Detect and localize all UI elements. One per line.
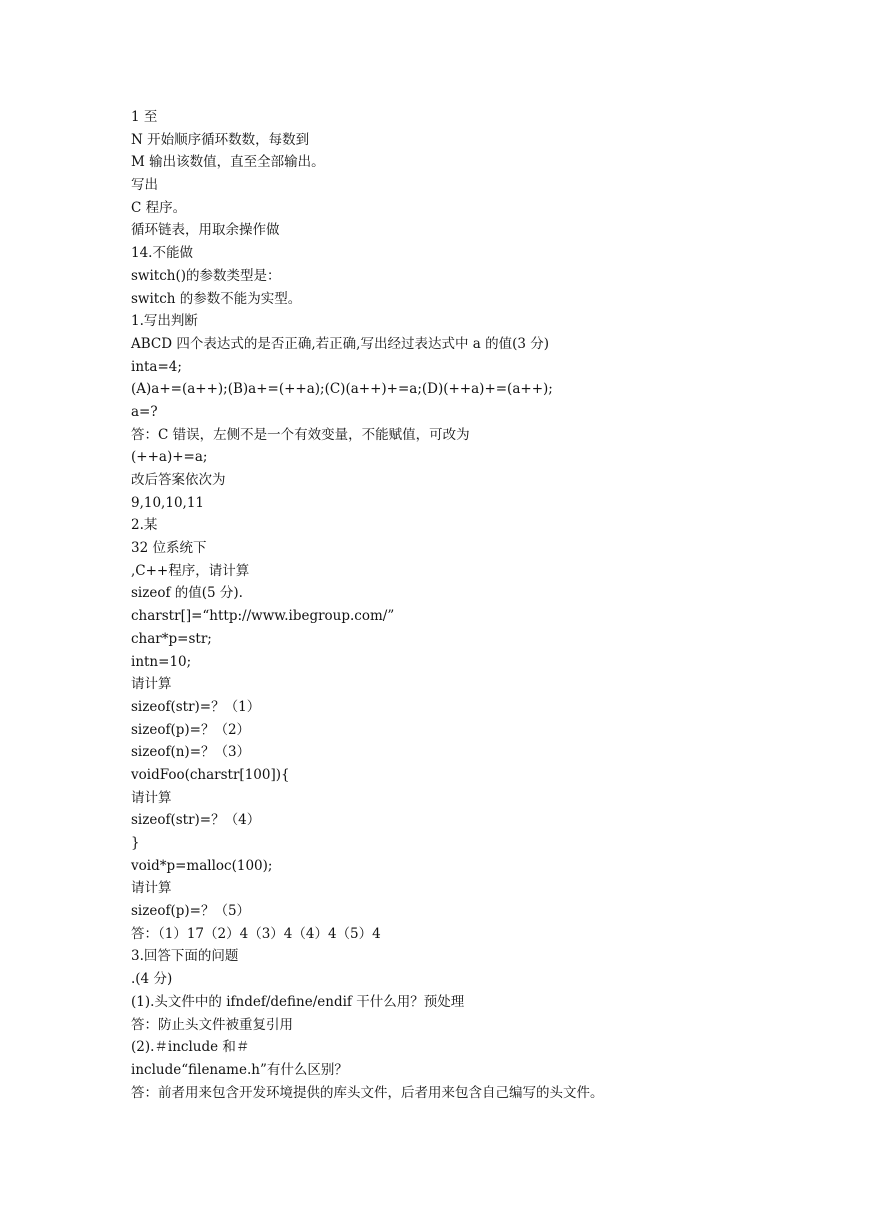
text-line: sizeof 的值(5 分).: [131, 585, 243, 602]
text-line: sizeof(p)=？（2）: [131, 721, 251, 738]
text-line: a=?: [131, 403, 158, 420]
text-line: 答：前者用来包含开发环境提供的库头文件，后者用来包含自己编写的头文件。: [131, 1084, 604, 1101]
text-line: 1.写出判断: [131, 313, 198, 330]
text-line: (2).＃include 和＃: [131, 1039, 250, 1056]
text-line: 32 位系统下: [131, 540, 207, 557]
text-line: switch 的参数不能为实型。: [131, 290, 302, 307]
text-line: inta=4;: [131, 358, 182, 375]
text-line: ABCD 四个表达式的是否正确,若正确,写出经过表达式中 a 的值(3 分): [131, 335, 549, 352]
text-line: char*p=str;: [131, 630, 212, 647]
text-line: sizeof(str)=？（4）: [131, 812, 261, 829]
text-line: 改后答案依次为: [131, 472, 226, 488]
text-line: }: [131, 835, 140, 851]
text-line: M 输出该数值，直至全部输出。: [131, 154, 325, 171]
text-line: 2.某: [131, 517, 158, 534]
text-line: void*p=malloc(100);: [131, 857, 273, 874]
text-line: 答：C 错误，左侧不是一个有效变量，不能赋值，可改为: [131, 426, 470, 443]
document-body: [131, 106, 831, 1104]
text-line: 答：（1）17（2）4（3）4（4）4（5）4: [131, 925, 381, 942]
text-line: .(4 分): [131, 971, 173, 988]
text-line: (1).头文件中的 ifndef/define/endif 干什么用？预处理: [131, 993, 465, 1010]
text-line: include“filename.h”有什么区别？: [131, 1061, 348, 1078]
text-line: 循环链表，用取余操作做: [131, 222, 280, 239]
text-line: sizeof(str)=？（1）: [131, 698, 261, 715]
text-line: 写出: [131, 177, 158, 194]
text-line: N 开始顺序循环数数，每数到: [131, 131, 310, 148]
text-line: switch()的参数类型是：: [131, 267, 281, 284]
text-line: 9,10,10,11: [131, 494, 204, 511]
text-line: 请计算: [131, 676, 172, 693]
text-line: voidFoo(charstr[100]){: [131, 766, 290, 783]
text-line: 3.回答下面的问题: [131, 948, 239, 965]
text-line: (++a)+=a;: [131, 449, 208, 466]
text-line: sizeof(n)=？（3）: [131, 744, 251, 761]
text-line: ,C++程序，请计算: [131, 562, 250, 579]
text-line: (A)a+=(a++);(B)a+=(++a);(C)(a++)+=a;(D)(++a)+=(a++);: [131, 381, 553, 398]
text-line: 请计算: [131, 880, 172, 897]
text-line: intn=10;: [131, 653, 192, 670]
text-line: 请计算: [131, 789, 172, 806]
text-line: sizeof(p)=？（5）: [131, 903, 251, 920]
text-line: 14.不能做: [131, 245, 193, 262]
text-line: 1 至: [131, 109, 158, 125]
text-line: 答：防止头文件被重复引用: [131, 1016, 293, 1033]
text-line: charstr[]=“http://www.ibegroup.com/”: [131, 608, 395, 625]
text-line: C 程序。: [131, 199, 187, 216]
